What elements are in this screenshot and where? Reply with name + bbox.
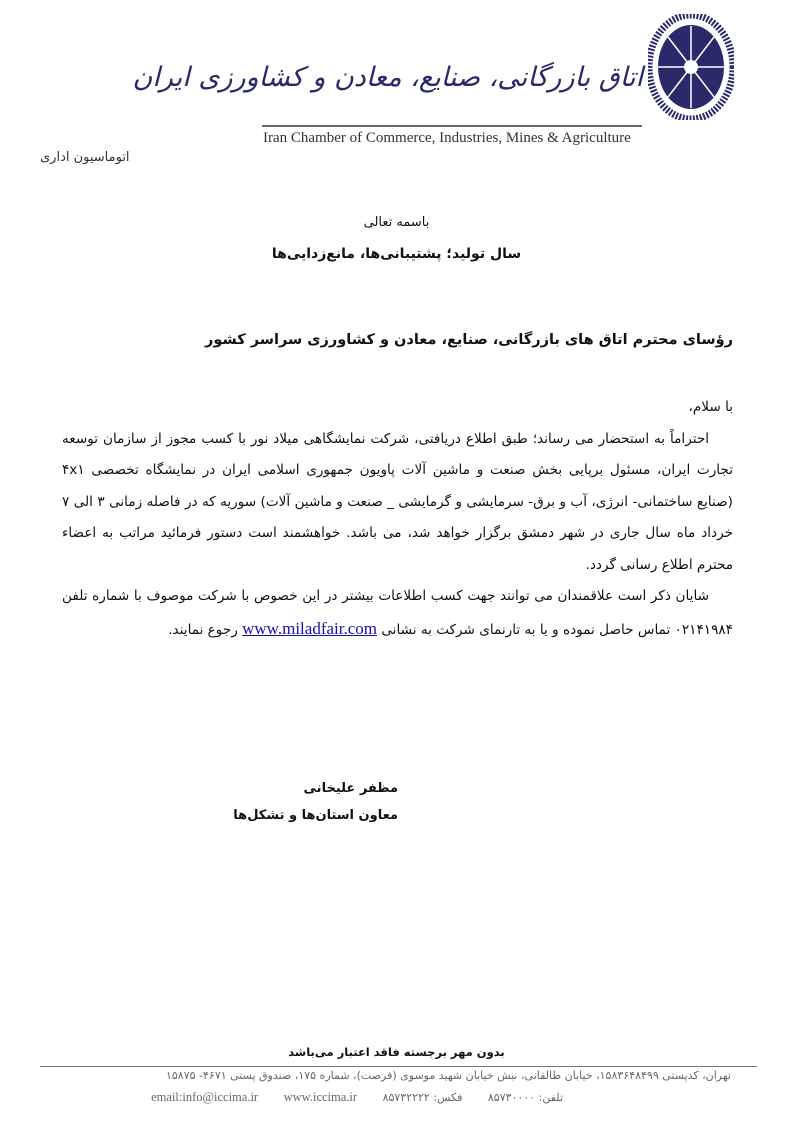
signer-title: معاون استان‌ها و تشکل‌ها <box>233 808 398 823</box>
chamber-name-persian: اتاق بازرگانی، صنایع، معادن و کشاورزی ایران <box>132 62 643 93</box>
paragraph-1: احتراماً به استحضار می رساند؛ طبق اطلاع دریافتی، شرکت نمایشگاهی میلاد نور با کسب مجوز از سازمان توسعه تجارت ایران، مسئول برپایی بخش صنعت و ماشین آلات پاویون جمهوری اسلامی ایران در نمایشگاه تخصصی ۴x۱ (صنایع ساختمانی- انرژی، آب و برق- سرمایشی و گرمایشی _ صنعت و ماشین آلات) سوریه که در فاصله زمانی ۳ الی ۷ خرداد ماه سال جاری در شهر دمشق برگزار خواهد شد، می باشد. خواهشمند است دستور فرمائید مراتب به اعضاء محترم اطلاع رسانی گردد. <box>62 430 733 573</box>
signature-block <box>233 775 398 829</box>
department-label: اتوماسیون اداری <box>40 150 130 165</box>
greeting: با سلام، <box>688 399 733 415</box>
footer-contact <box>129 1090 563 1105</box>
paragraph-2 <box>62 581 733 646</box>
footer-divider <box>40 1066 757 1067</box>
footer-phone: تلفن: ۸۵۷۳۰۰۰۰ <box>487 1091 563 1104</box>
paragraph-2-end: رجوع نمایند. <box>168 621 238 638</box>
letter-body <box>62 392 733 646</box>
header-divider <box>262 125 642 127</box>
signer-name: مظفر علیخانی <box>303 781 398 796</box>
stamp-note: بدون مهر برجسته فاقد اعتبار می‌باشد <box>288 1045 505 1059</box>
footer-email: email:info@iccima.ir <box>151 1090 259 1104</box>
chamber-emblem-icon <box>648 14 734 120</box>
paragraph-2-text: شایان ذکر است علاقمندان می توانند جهت کسب اطلاعات بیشتر در این خصوص با شرکت موصوف با شماره تلفن ۰۲۱۴۱۹۸۴ تماس حاصل نموده و یا به تارنمای شرکت به نشانی <box>62 588 733 638</box>
footer-website: www.iccima.ir <box>283 1090 358 1104</box>
footer-fax: فکس: ۸۵۷۳۲۲۲۲ <box>382 1091 463 1104</box>
footer-address: تهران، کدپستی ۱۵۸۳۶۴۸۴۹۹، خیابان طالقانی، نبش خیابان شهید موسوی (فرصت)، شماره ۱۷۵، صندوق پستی ۴۶۷۱- ۱۵۸۷۵ <box>165 1069 731 1082</box>
year-slogan: سال تولید؛ پشتیبانی‌ها، مانع‌زدایی‌ها <box>271 246 522 262</box>
recipient: رؤسای محترم اتاق های بازرگانی، صنایع، معادن و کشاورزی سراسر کشور <box>205 332 733 348</box>
website-link[interactable]: www.miladfair.com <box>242 618 377 638</box>
chamber-name-english: Iran Chamber of Commerce, Industries, Mines & Agriculture <box>263 130 631 146</box>
basmala: باسمه تعالی <box>363 215 430 230</box>
